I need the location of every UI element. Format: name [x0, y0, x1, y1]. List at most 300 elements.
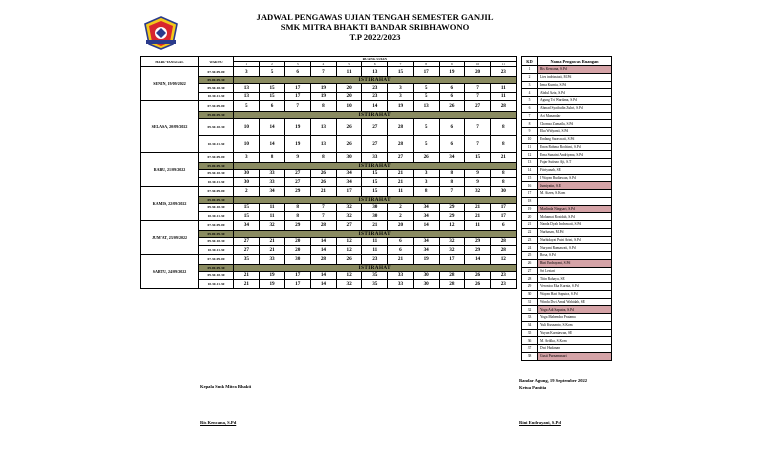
proctor-code: 34	[413, 212, 439, 221]
proctor-number: 36	[522, 337, 538, 345]
proctor-name: Endang Saraswati, S.Pd	[538, 135, 612, 143]
proctor-code: 30	[413, 280, 439, 289]
proctor-code: 21	[259, 246, 285, 255]
proctor-header-row	[522, 57, 612, 66]
proctor-code: 11	[490, 84, 516, 93]
proctor-code: 17	[285, 84, 311, 93]
time-cell: 09.00-09.30	[199, 162, 234, 169]
proctor-name: Fajar Sutisno Aji, S.T	[538, 159, 612, 167]
proctor-row	[522, 190, 612, 198]
proctor-code: 17	[413, 67, 439, 77]
proctor-code: 5	[413, 92, 439, 101]
school-logo-icon	[142, 16, 180, 50]
day-cell: SABTU, 24/09/2022	[141, 254, 199, 288]
proctor-number: 35	[522, 329, 538, 337]
proctor-code: 34	[439, 152, 465, 162]
proctor-name: Titin Rahayu, SE	[538, 275, 612, 283]
room-number: 5	[336, 62, 362, 67]
proctor-code: 20	[336, 84, 362, 93]
proctor-number: 17	[522, 190, 538, 198]
proctor-code: 27	[336, 220, 362, 230]
proctor-code: 8	[490, 178, 516, 187]
proctor-number: 10	[522, 135, 538, 143]
proctor-code: 20	[336, 92, 362, 101]
time-cell: 09.30-10.30	[199, 84, 234, 93]
proctor-row	[522, 104, 612, 112]
proctor-code: 23	[362, 254, 388, 264]
proctor-code: 27	[465, 101, 491, 112]
proctor-row	[522, 352, 612, 360]
proctor-row	[522, 321, 612, 329]
proctor-code: 7	[465, 84, 491, 93]
proctor-code: 11	[388, 186, 414, 196]
proctor-code: 14	[259, 118, 285, 135]
proctor-code: 19	[259, 280, 285, 289]
proctor-row	[522, 89, 612, 97]
proctor-code: 28	[490, 246, 516, 255]
proctor-code: 34	[259, 186, 285, 196]
room-number: 2	[259, 62, 285, 67]
proctor-code: 26	[311, 178, 337, 187]
proctor-code: 29	[465, 246, 491, 255]
proctor-row	[522, 337, 612, 345]
proctor-number: 3	[522, 81, 538, 89]
table-row	[141, 254, 517, 264]
proctor-number: 20	[522, 213, 538, 221]
time-cell: 07.30-09.00	[199, 186, 234, 196]
time-cell: 09.00-09.30	[199, 230, 234, 237]
school-year: T.P 2022/2023	[349, 32, 401, 42]
proctor-code: 6	[388, 237, 414, 246]
break-label: ISTIRAHAT	[234, 162, 517, 169]
proctor-code: 8	[285, 203, 311, 212]
proctor-code: 14	[311, 237, 337, 246]
proctor-code: 9	[465, 178, 491, 187]
proctor-number: 19	[522, 205, 538, 213]
proctor-code: 8	[311, 152, 337, 162]
proctor-number: 32	[522, 306, 538, 314]
proctor-code: 6	[439, 92, 465, 101]
proctor-code: 21	[388, 169, 414, 178]
time-cell: 09.00-09.30	[199, 196, 234, 203]
proctor-code: 10	[336, 101, 362, 112]
proctor-number: 25	[522, 252, 538, 260]
proctor-code: 6	[490, 220, 516, 230]
proctor-code: 2	[388, 212, 414, 221]
proctor-code: 14	[259, 135, 285, 152]
room-number: 3	[285, 62, 311, 67]
proctor-code: 13	[311, 118, 337, 135]
proctor-code: 11	[490, 92, 516, 101]
time-cell: 09.00-09.30	[199, 264, 234, 271]
proctor-code: 14	[362, 101, 388, 112]
proctor-code: 17	[439, 254, 465, 264]
proctor-code: 33	[388, 271, 414, 280]
proctor-code: 29	[285, 186, 311, 196]
proctor-code: 34	[336, 169, 362, 178]
proctor-code: 3	[388, 92, 414, 101]
proctor-row	[522, 135, 612, 143]
proctor-row	[522, 174, 612, 182]
proctor-code: 23	[362, 92, 388, 101]
proctor-code: 11	[259, 212, 285, 221]
proctor-code: 15	[259, 92, 285, 101]
proctor-row	[522, 275, 612, 283]
proctor-code: 30	[285, 254, 311, 264]
proctor-code: 8	[490, 135, 516, 152]
proctor-code: 26	[311, 169, 337, 178]
proctor-row	[522, 267, 612, 275]
proctor-name: Rosa, S.Pd	[538, 252, 612, 260]
proctor-code: 6	[285, 67, 311, 77]
time-cell: 07.30-09.00	[199, 67, 234, 77]
proctor-code: 32	[336, 212, 362, 221]
col-day-header: HARI/ TANGGAL	[141, 57, 199, 67]
proctor-number: 21	[522, 221, 538, 229]
proctor-code: 17	[285, 271, 311, 280]
proctor-code: 11	[259, 203, 285, 212]
proctor-row	[522, 306, 612, 314]
proctor-code: 30	[362, 212, 388, 221]
proctor-code: 20	[285, 246, 311, 255]
proctor-code: 21	[388, 178, 414, 187]
proctor-code: 15	[362, 169, 388, 178]
proctor-row	[522, 221, 612, 229]
table-row	[141, 101, 517, 112]
proctor-code: 8	[490, 118, 516, 135]
proctor-code: 15	[234, 203, 260, 212]
proctor-row	[522, 283, 612, 291]
place-date: Bandar Agung, 19 September 2022	[519, 378, 588, 383]
proctor-row	[522, 120, 612, 128]
proctor-code: 32	[336, 280, 362, 289]
time-cell: 10.30-11.30	[199, 178, 234, 187]
proctor-number: 14	[522, 166, 538, 174]
proctor-code: 6	[259, 101, 285, 112]
committee-title: Ketua Panitia	[519, 385, 547, 390]
proctor-row	[522, 182, 612, 190]
proctor-code: 35	[362, 280, 388, 289]
proctor-code: 8	[259, 152, 285, 162]
proctor-table	[521, 56, 612, 361]
proctor-code: 11	[362, 237, 388, 246]
proctor-code: 19	[311, 92, 337, 101]
proctor-code: 3	[413, 178, 439, 187]
proctor-name: Agung Tri Wardana, S.Pd	[538, 97, 612, 105]
proctor-code: 30	[362, 203, 388, 212]
time-cell: 10.30-11.30	[199, 212, 234, 221]
proctor-code: 15	[465, 152, 491, 162]
proctor-code: 23	[362, 84, 388, 93]
proctor-code: 11	[362, 246, 388, 255]
proctor-name: Eka Widyanti, S.Pd	[538, 128, 612, 136]
proctor-number: 8	[522, 120, 538, 128]
school-name: SMK MITRA BHAKTI BANDAR SRIBHAWONO	[280, 22, 470, 32]
proctor-number: 9	[522, 128, 538, 136]
proctor-number: 16	[522, 182, 538, 190]
proctor-code: 27	[362, 118, 388, 135]
proctor-code: 32	[465, 186, 491, 196]
proctor-number: 26	[522, 259, 538, 267]
proctor-code: 8	[439, 178, 465, 187]
proctor-number: 4	[522, 89, 538, 97]
proctor-code: 21	[259, 237, 285, 246]
proctor-name: M. Ardika, S.Kom	[538, 337, 612, 345]
col-code-header: KD	[522, 57, 538, 66]
col-room-header: RUANG UJIAN	[234, 57, 517, 62]
proctor-name: Rini Endrayani, S.Pd	[538, 259, 612, 267]
proctor-name: Yoga Adi Saputra, S.Pd	[538, 306, 612, 314]
proctor-code: 19	[413, 254, 439, 264]
proctor-row	[522, 259, 612, 267]
proctor-code: 14	[465, 254, 491, 264]
break-label: ISTIRAHAT	[234, 196, 517, 203]
proctor-code: 33	[259, 178, 285, 187]
doc-title: JADWAL PENGAWAS UJIAN TENGAH SEMESTER GANJIL	[256, 12, 494, 22]
proctor-name	[538, 197, 612, 205]
table-row	[141, 152, 517, 162]
time-cell: 10.30-11.30	[199, 135, 234, 152]
schedule-table	[140, 56, 517, 289]
proctor-code: 28	[439, 271, 465, 280]
proctor-row	[522, 236, 612, 244]
room-number: 8	[413, 62, 439, 67]
proctor-number: 33	[522, 314, 538, 322]
proctor-code: 3	[413, 169, 439, 178]
proctor-code: 6	[439, 118, 465, 135]
day-cell: SENIN, 19/09/2022	[141, 67, 199, 101]
time-cell: 07.30-09.00	[199, 152, 234, 162]
proctor-code: 20	[388, 220, 414, 230]
proctor-code: 11	[465, 220, 491, 230]
proctor-code: 28	[439, 280, 465, 289]
proctor-code: 30	[413, 271, 439, 280]
room-number: 9	[439, 62, 465, 67]
proctor-code: 33	[362, 152, 388, 162]
proctor-code: 7	[465, 135, 491, 152]
table-row	[141, 186, 517, 196]
proctor-row	[522, 329, 612, 337]
proctor-code: 8	[285, 212, 311, 221]
proctor-number: 23	[522, 236, 538, 244]
proctor-code: 3	[234, 152, 260, 162]
proctor-code: 15	[234, 212, 260, 221]
day-cell: JUM'AT, 23/09/2022	[141, 220, 199, 254]
proctor-row	[522, 213, 612, 221]
proctor-code: 3	[234, 67, 260, 77]
proctor-code: 6	[439, 84, 465, 93]
proctor-number: 30	[522, 290, 538, 298]
proctor-code: 34	[234, 220, 260, 230]
proctor-code: 15	[362, 178, 388, 187]
proctor-name: Nurhidayat Putri Arini, S.Pd	[538, 236, 612, 244]
proctor-code: 21	[311, 186, 337, 196]
proctor-code: 19	[285, 118, 311, 135]
proctor-row	[522, 81, 612, 89]
proctor-code: 2	[234, 186, 260, 196]
time-cell: 09.00-09.30	[199, 111, 234, 118]
proctor-code: 34	[413, 237, 439, 246]
proctor-code: 28	[311, 220, 337, 230]
proctor-name: I Wayan Budiawan, S.Pd	[538, 174, 612, 182]
proctor-code: 19	[388, 101, 414, 112]
proctor-row	[522, 197, 612, 205]
proctor-code: 7	[311, 67, 337, 77]
proctor-code: 21	[362, 220, 388, 230]
proctor-code: 29	[439, 212, 465, 221]
room-number: 1	[234, 62, 260, 67]
proctor-number: 28	[522, 275, 538, 283]
room-number: 10	[465, 62, 491, 67]
proctor-number: 12	[522, 151, 538, 159]
proctor-code: 27	[285, 178, 311, 187]
proctor-code: 9	[285, 152, 311, 162]
proctor-row	[522, 166, 612, 174]
proctor-name: Yoga Mahendra Pratama	[538, 314, 612, 322]
proctor-code: 13	[413, 101, 439, 112]
proctor-code: 17	[285, 92, 311, 101]
proctor-code: 35	[234, 254, 260, 264]
day-cell: RABU, 21/09/2022	[141, 152, 199, 186]
proctor-name: Nanda Dyah Indrawati, S.Pd	[538, 221, 612, 229]
proctor-number: 13	[522, 159, 538, 167]
time-cell: 09.30-10.30	[199, 169, 234, 178]
room-number: 7	[388, 62, 414, 67]
proctor-name: Marlinda Ningsari, S.Pd	[538, 205, 612, 213]
break-label: ISTIRAHAT	[234, 77, 517, 84]
proctor-code: 12	[439, 220, 465, 230]
time-cell: 09.30-10.30	[199, 118, 234, 135]
proctor-name: Wayan Hari Saputra, S.Pd	[538, 290, 612, 298]
proctor-code: 28	[388, 118, 414, 135]
proctor-code: 26	[336, 135, 362, 152]
time-cell: 07.30-09.00	[199, 254, 234, 264]
proctor-name: Mohamat Rosidah, S.Pd	[538, 213, 612, 221]
proctor-row	[522, 143, 612, 151]
proctor-number: 5	[522, 97, 538, 105]
time-cell: 10.30-11.30	[199, 92, 234, 101]
proctor-code: 21	[465, 212, 491, 221]
time-cell: 09.30-10.30	[199, 237, 234, 246]
proctor-code: 21	[234, 280, 260, 289]
proctor-name: Veronica Eka Kurnia, S.Pd	[538, 283, 612, 291]
proctor-number: 22	[522, 228, 538, 236]
proctor-number: 18	[522, 197, 538, 205]
proctor-code: 19	[311, 84, 337, 93]
proctor-code: 29	[465, 237, 491, 246]
proctor-code: 13	[234, 84, 260, 93]
proctor-code: 7	[465, 92, 491, 101]
proctor-code: 26	[465, 271, 491, 280]
time-cell: 10.30-11.30	[199, 246, 234, 255]
proctor-code: 26	[439, 101, 465, 112]
time-cell: 09.30-10.30	[199, 271, 234, 280]
proctor-code: 5	[413, 118, 439, 135]
proctor-code: 32	[259, 220, 285, 230]
proctor-code: 32	[439, 246, 465, 255]
proctor-code: 17	[490, 203, 516, 212]
proctor-number: 34	[522, 321, 538, 329]
proctor-name: Enon Rohma Rochimi, S.Pd	[538, 143, 612, 151]
proctor-code: 33	[259, 254, 285, 264]
principal-name: Ris Kencana, S.Pd	[200, 420, 237, 425]
proctor-number: 38	[522, 352, 538, 360]
proctor-row	[522, 314, 612, 322]
proctor-number: 2	[522, 73, 538, 81]
proctor-code: 10	[234, 118, 260, 135]
proctor-code: 28	[388, 135, 414, 152]
proctor-code: 5	[234, 101, 260, 112]
proctor-code: 27	[388, 152, 414, 162]
proctor-code: 19	[439, 67, 465, 77]
proctor-code: 10	[234, 135, 260, 152]
day-cell: SELASA, 20/09/2022	[141, 101, 199, 153]
proctor-name: Ari Munandar	[538, 112, 612, 120]
proctor-name: Chomsa Zumaila, S.Pd	[538, 120, 612, 128]
proctor-number: 27	[522, 267, 538, 275]
proctor-code: 27	[234, 246, 260, 255]
proctor-number: 1	[522, 66, 538, 74]
proctor-code: 27	[362, 135, 388, 152]
proctor-row	[522, 290, 612, 298]
proctor-name: Ahmad Syaifudin Zuhri, S.Pd	[538, 104, 612, 112]
proctor-name: Jumiyatin, S.E	[538, 182, 612, 190]
proctor-name: Dwi Hudanan	[538, 345, 612, 353]
proctor-code: 11	[336, 67, 362, 77]
proctor-code: 7	[285, 101, 311, 112]
proctor-code: 23	[490, 67, 516, 77]
proctor-code: 19	[259, 271, 285, 280]
principal-title: Kepala Smk Mitra Bhakti	[200, 384, 252, 389]
proctor-code: 21	[388, 254, 414, 264]
proctor-row	[522, 97, 612, 105]
col-time-header: WAKTU	[199, 57, 234, 67]
proctor-number: 11	[522, 143, 538, 151]
proctor-name: Nuryani Ramawati, S.Pd	[538, 244, 612, 252]
proctor-code: 8	[490, 169, 516, 178]
proctor-row	[522, 66, 612, 74]
proctor-code: 13	[234, 92, 260, 101]
time-cell: 09.30-10.30	[199, 203, 234, 212]
proctor-code: 12	[336, 271, 362, 280]
proctor-row	[522, 205, 612, 213]
proctor-code: 20	[285, 237, 311, 246]
proctor-name: Ris Kencana, S.Pd	[538, 66, 612, 74]
proctor-code: 26	[336, 254, 362, 264]
proctor-code: 28	[490, 101, 516, 112]
proctor-name: Erna Sunaini Andriyana, S.Pd	[538, 151, 612, 159]
proctor-code: 27	[285, 169, 311, 178]
proctor-code: 7	[439, 186, 465, 196]
proctor-name: Nurhasan, M.Pd	[538, 228, 612, 236]
proctor-code: 29	[439, 203, 465, 212]
proctor-row	[522, 345, 612, 353]
proctor-row	[522, 244, 612, 252]
proctor-name: Gusti Purnamasari	[538, 352, 612, 360]
proctor-code: 6	[439, 135, 465, 152]
proctor-code: 6	[388, 246, 414, 255]
proctor-code: 34	[413, 203, 439, 212]
proctor-code: 7	[311, 203, 337, 212]
table-row	[141, 67, 517, 77]
proctor-code: 15	[362, 186, 388, 196]
proctor-code: 34	[336, 178, 362, 187]
col-name-header: Nama Pengawas Ruangan	[538, 57, 612, 66]
proctor-code: 5	[413, 84, 439, 93]
proctor-code: 32	[439, 237, 465, 246]
proctor-code: 14	[311, 280, 337, 289]
proctor-row	[522, 252, 612, 260]
